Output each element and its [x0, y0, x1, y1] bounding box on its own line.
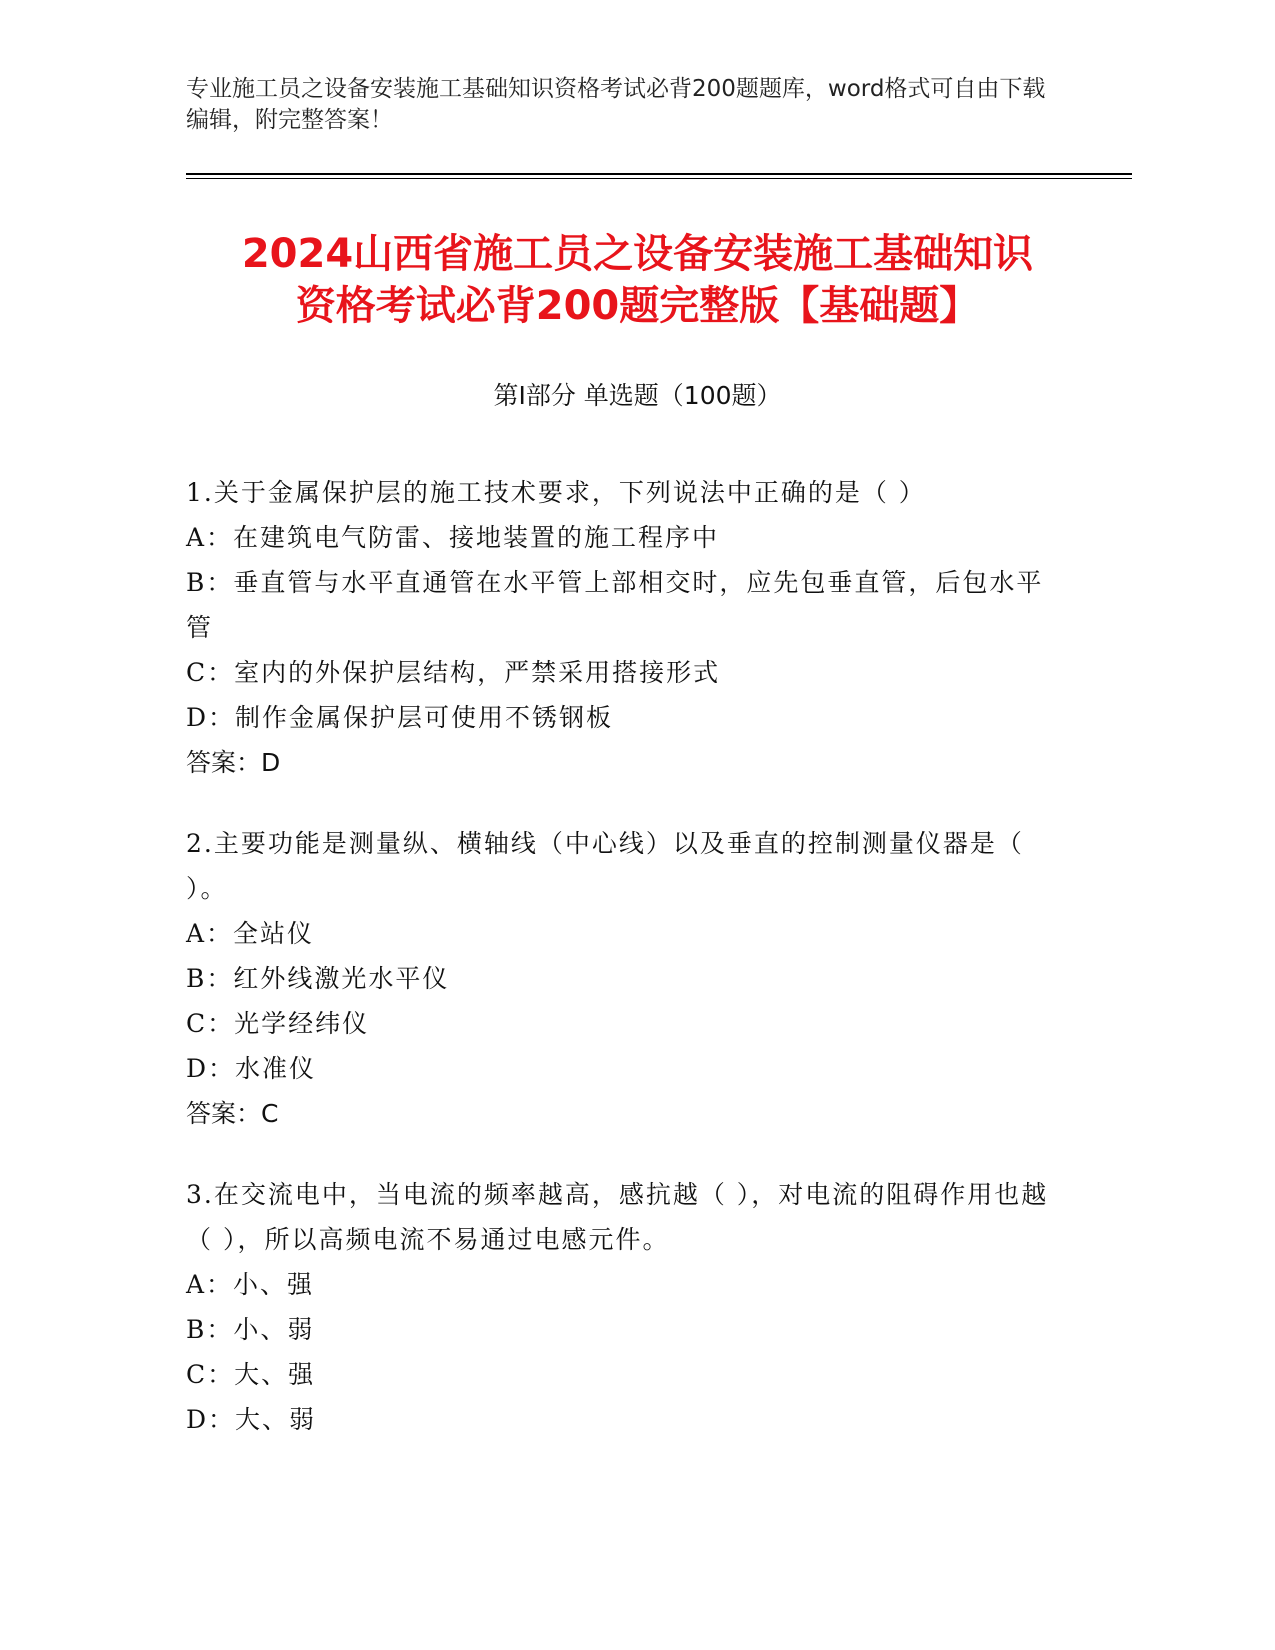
document-title [150, 228, 1125, 332]
question-stem: 3.在交流电中，当电流的频率越高，感抗越（ ），对电流的阻碍作用也越（ ），所以高频电流不易通过电感元件。 [186, 1180, 1049, 1254]
option-d: D：制作金属保护层可使用不锈钢板 [186, 703, 614, 732]
option-d: D：大、弱 [186, 1405, 317, 1434]
question-stem: 2.主要功能是测量纵、横轴线（中心线）以及垂直的控制测量仪器是（ ）。 [186, 829, 1024, 903]
answer: 答案：C [186, 1099, 279, 1128]
header-rule-thin [186, 178, 1132, 179]
question-list [186, 470, 1066, 1478]
option-d: D：水准仪 [186, 1054, 317, 1083]
option-c: C：大、强 [186, 1360, 316, 1389]
question-1 [186, 470, 1066, 785]
document-title-line-2: 资格考试必背200题完整版【基础题】 [295, 283, 980, 329]
section-heading: 第Ⅰ部分 单选题（100题） [493, 381, 782, 410]
option-a: A：在建筑电气防雷、接地装置的施工程序中 [186, 523, 720, 552]
header-rule-thick [186, 173, 1132, 175]
header-note: 专业施工员之设备安装施工基础知识资格考试必背200题题库，word格式可自由下载编辑，附完整答案！ [186, 76, 1046, 133]
option-b: B：红外线激光水平仪 [186, 964, 450, 993]
option-a: A：小、强 [186, 1270, 315, 1299]
question-2 [186, 821, 1066, 1136]
question-3 [186, 1172, 1066, 1442]
option-c: C：光学经纬仪 [186, 1009, 370, 1038]
question-stem: 1.关于金属保护层的施工技术要求，下列说法中正确的是（ ） [186, 478, 926, 507]
option-c: C：室内的外保护层结构，严禁采用搭接形式 [186, 658, 721, 687]
option-b: B：垂直管与水平直通管在水平管上部相交时，应先包垂直管，后包水平管 [186, 568, 1044, 642]
option-b: B：小、弱 [186, 1315, 315, 1344]
document-title-line-1: 2024山西省施工员之设备安装施工基础知识 [241, 231, 1034, 277]
option-a: A：全站仪 [186, 919, 315, 948]
answer: 答案：D [186, 748, 281, 777]
